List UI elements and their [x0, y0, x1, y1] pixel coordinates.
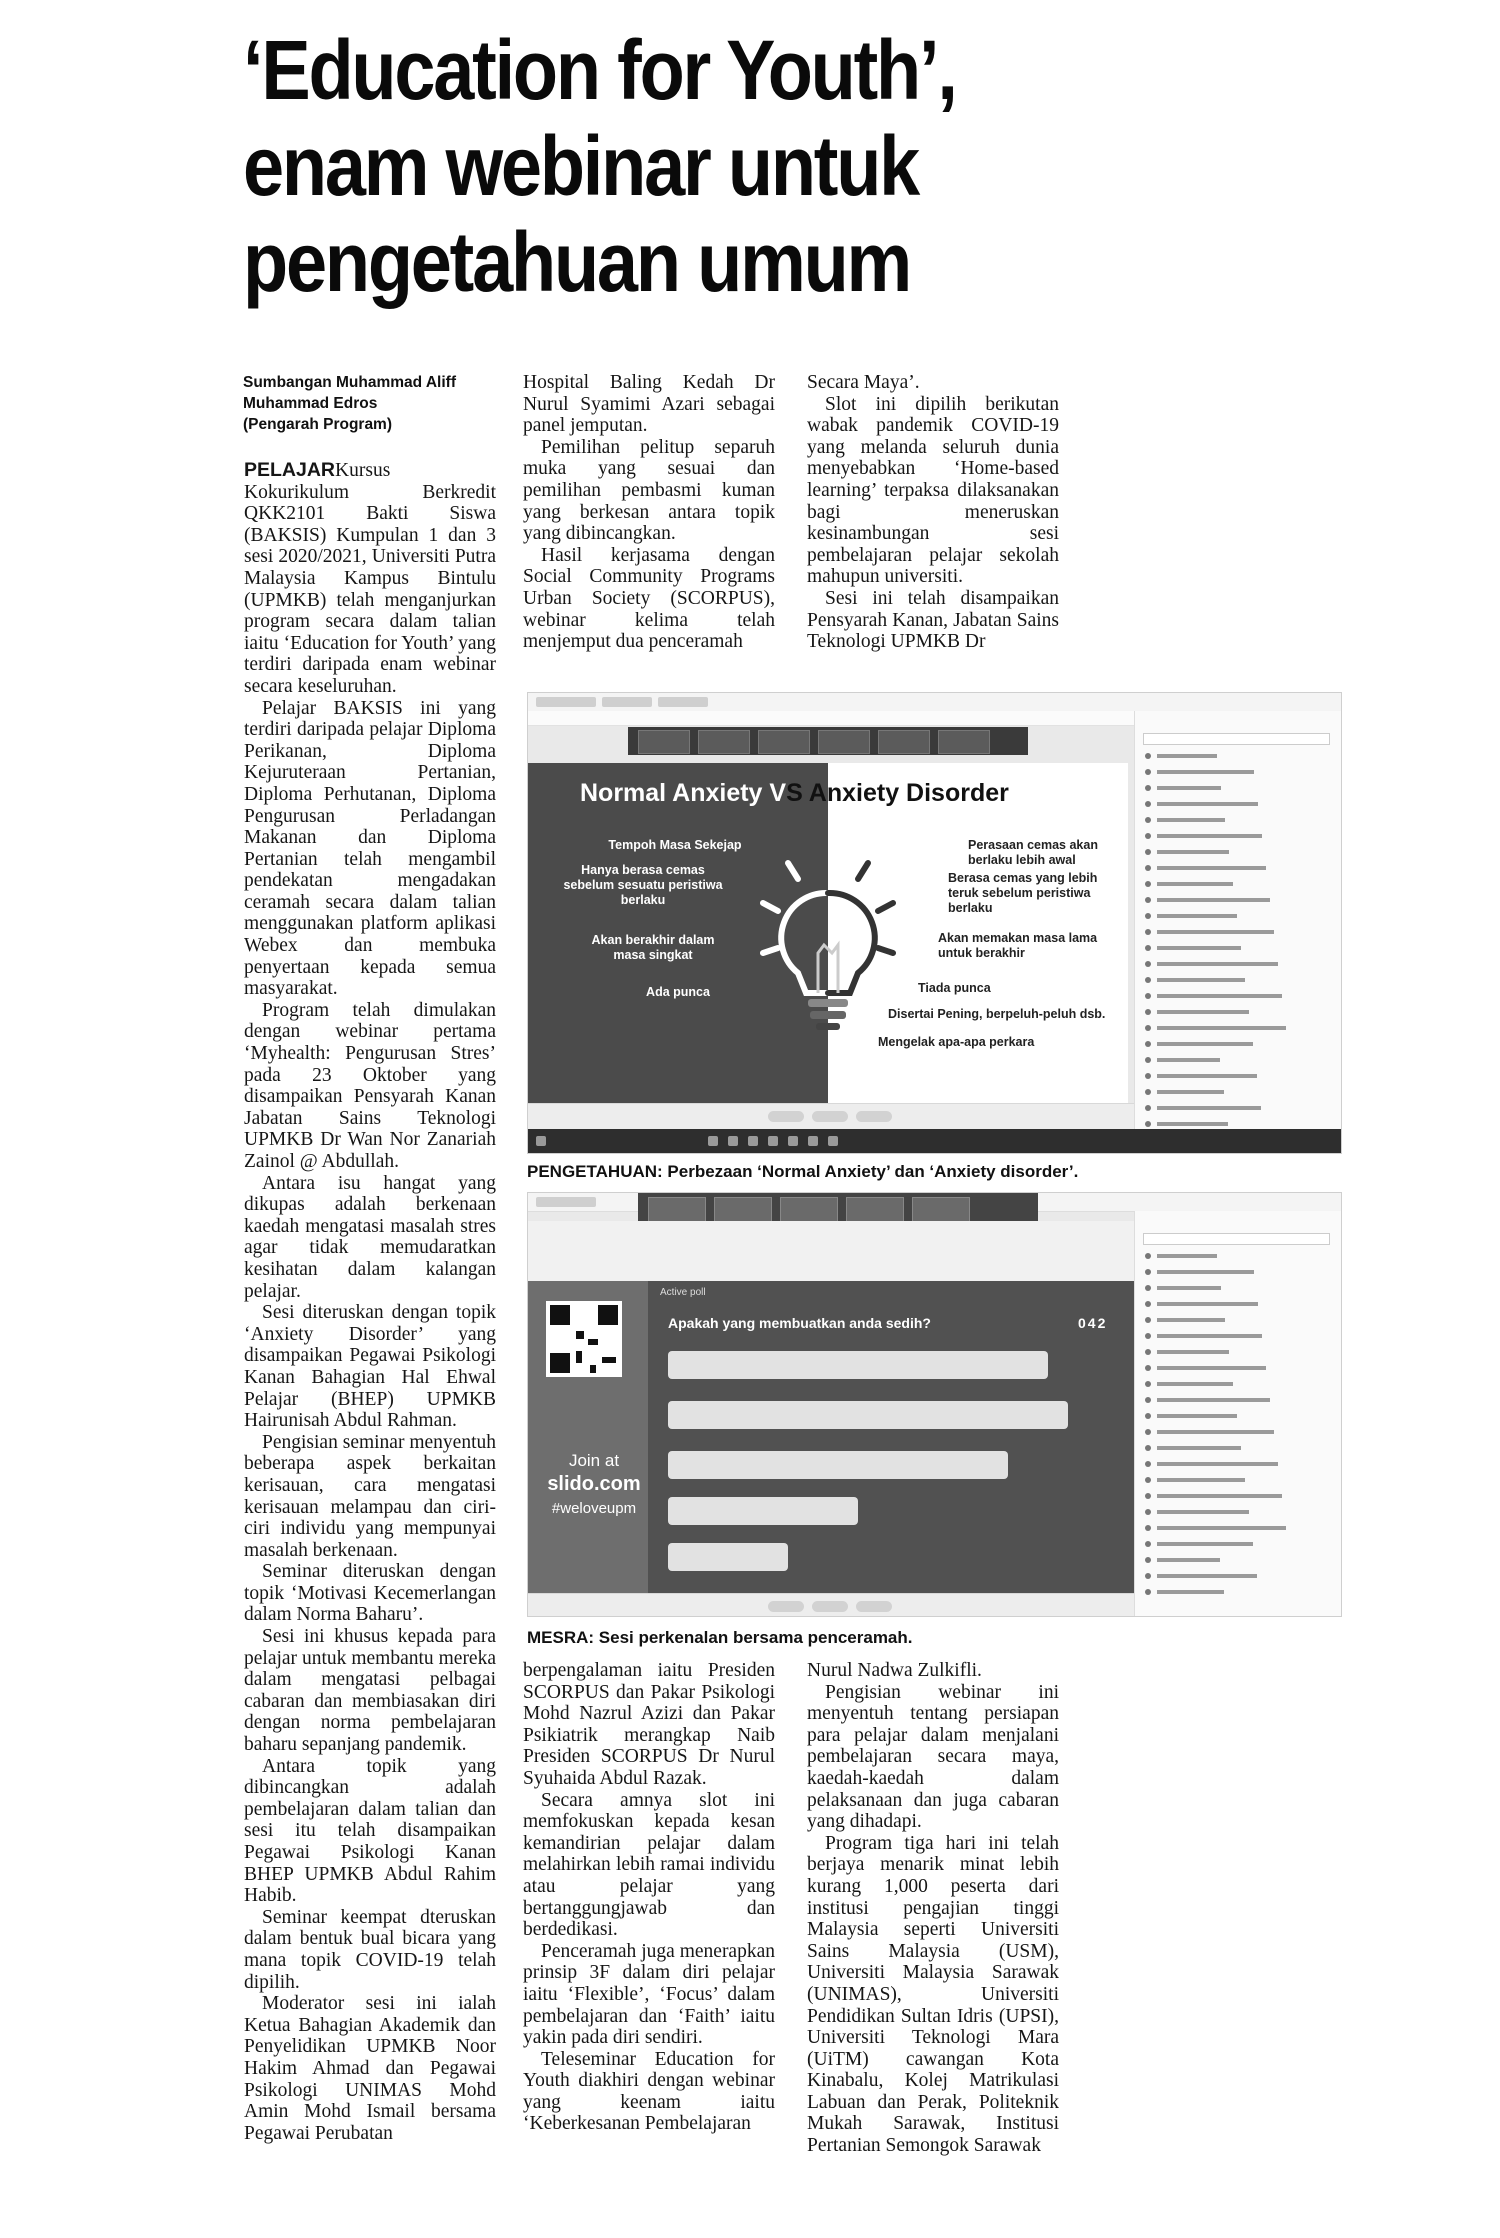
participant-name-placeholder	[1157, 1302, 1258, 1306]
article-paragraph: Secara Maya’.	[807, 372, 920, 393]
avatar	[1145, 1461, 1151, 1467]
avatar	[1145, 1429, 1151, 1435]
article-paragraph: Pengisian webinar ini menyentuh tentang persiapan para pelajar dalam menjalani pembelajaran secara maya, kaedah-kaedah dalam pelaksanaan dan juga cabaran yang dihadapi.	[807, 1681, 1059, 1833]
participant-name-placeholder	[1157, 1398, 1270, 1402]
figure-2-caption: MESRA: Sesi perkenalan bersama penceramah.	[527, 1628, 913, 1647]
participant-name-placeholder	[1157, 1590, 1224, 1594]
avatar	[1145, 785, 1151, 791]
avatar	[1145, 961, 1151, 967]
participant-name-placeholder	[1157, 1526, 1286, 1530]
avatar	[1145, 865, 1151, 871]
avatar	[1145, 1041, 1151, 1047]
participant-name-placeholder	[1157, 1042, 1253, 1046]
lightbulb-icon	[758, 853, 898, 1043]
participant-name-placeholder	[1157, 1414, 1237, 1418]
avatar	[1145, 753, 1151, 759]
article-paragraph: berpengalaman iaitu Presiden SCORPUS dan Pakar Psikologi Mohd Nazrul Azizi dan Pakar Psikiatrik merangkap Naib Presiden SCORPUS Dr Nurul Syuhaida Abdul Razak.	[523, 1660, 775, 1789]
slide-point: Akan berakhir dalam masa singkat	[591, 933, 715, 962]
participant-name-placeholder	[1157, 1558, 1220, 1562]
article-column-1	[244, 460, 496, 2225]
participant-name-placeholder	[1157, 1574, 1257, 1578]
participant-name-placeholder	[1157, 1058, 1220, 1062]
avatar	[1145, 929, 1151, 935]
participant-name-placeholder	[1157, 930, 1274, 934]
byline-line-1: Sumbangan Muhammad Aliff	[243, 374, 456, 391]
participant-name-placeholder	[1157, 834, 1262, 838]
headline	[243, 22, 973, 310]
avatar	[1145, 849, 1151, 855]
participant-name-placeholder	[1157, 1334, 1262, 1338]
window-tab	[536, 1197, 596, 1207]
avatar	[1145, 1317, 1151, 1323]
participant-name-placeholder	[1157, 1366, 1266, 1370]
participant-name-placeholder	[1157, 802, 1258, 806]
video-thumbnail	[938, 730, 990, 754]
taskbar-icon[interactable]	[828, 1136, 838, 1146]
participant-name-placeholder	[1157, 882, 1233, 886]
headline-line-1: ‘Education for Youth’,	[243, 23, 956, 117]
article-paragraph: Penceramah juga menerapkan prinsip 3F dalam diri pelajar iaitu ‘Flexible’, ‘Focus’ dalam pembelajaran dan ‘Faith’ iaitu yakin pada diri sendiri.	[523, 1940, 775, 2049]
article-paragraph: PELAJARKursus Kokurikulum Berkredit QKK2101 Bakti Siswa (BAKSIS) Kumpulan 1 dan 3 sesi 2020/2021, Universiti Putra Malaysia Kampus Bintulu (UPMKB) telah menganjurkan program secara dalam talian iaitu ‘Education for Youth’ yang terdiri daripada enam webinar secara keseluruhan.	[244, 460, 496, 697]
participant-name-placeholder	[1157, 818, 1225, 822]
slide-point: Ada punca	[646, 985, 710, 999]
avatar	[1145, 897, 1151, 903]
participant-name-placeholder	[1157, 1286, 1221, 1290]
avatar	[1145, 1397, 1151, 1403]
headline-line-2: enam webinar untuk	[243, 119, 919, 213]
avatar	[1145, 1025, 1151, 1031]
video-button[interactable]	[812, 1601, 848, 1612]
avatar	[1145, 1105, 1151, 1111]
article-paragraph: Pengisian seminar menyentuh beberapa aspek berkaitan kerisauan, cara mengatasi kerisauan melampau dan ciri-ciri individu yang mempunyai masalah berkenaan.	[244, 1431, 496, 1561]
slide-point: Perasaan cemas akan berlaku lebih awal	[968, 838, 1098, 867]
avatar	[1145, 1509, 1151, 1515]
article-column-2-bottom	[523, 1660, 775, 2230]
poll-question: Apakah yang membuatkan anda sedih?	[668, 1315, 931, 1331]
article-paragraph: Nurul Nadwa Zulkifli.	[807, 1660, 982, 1681]
meeting-controls	[528, 1593, 1134, 1617]
article-paragraph: Slot ini dipilih berikutan wabak pandemik COVID-19 yang melanda seluruh dunia menyebabkan ‘Home-based learning’ terpaksa dilaksanakan bagi meneruskan kesinambungan sesi pembelajaran pelajar sekolah mahupun universiti.	[807, 393, 1059, 588]
avatar	[1145, 1121, 1151, 1127]
video-thumbnail	[638, 730, 690, 754]
avatar	[1145, 1493, 1151, 1499]
participant-name-placeholder	[1157, 1090, 1224, 1094]
participant-name-placeholder	[1157, 978, 1245, 982]
participant-name-placeholder	[1157, 1122, 1228, 1126]
avatar	[1145, 1573, 1151, 1579]
avatar	[1145, 833, 1151, 839]
poll-response	[668, 1497, 858, 1525]
avatar	[1145, 1365, 1151, 1371]
participant-name-placeholder	[1157, 1026, 1286, 1030]
participant-name-placeholder	[1157, 1462, 1278, 1466]
article-column-3-bottom	[807, 1660, 1059, 2230]
participant-name-placeholder	[1157, 1010, 1249, 1014]
article-paragraph: Hospital Baling Kedah Dr Nurul Syamimi Azari sebagai panel jemputan.	[523, 372, 775, 437]
participant-name-placeholder	[1157, 1382, 1233, 1386]
avatar	[1145, 1477, 1151, 1483]
article-paragraph: Moderator sesi ini ialah Ketua Bahagian Akademik dan Penyelidikan UPMKB Noor Hakim Ahmad dan Pegawai Psikologi UNIMAS Mohd Amin Mohd Ismail bersama Pegawai Perubatan	[244, 1993, 496, 2144]
mute-button[interactable]	[768, 1601, 804, 1612]
avatar	[1145, 1253, 1151, 1259]
participant-name-placeholder	[1157, 1270, 1254, 1274]
participant-name-placeholder	[1157, 1318, 1225, 1322]
avatar	[1145, 913, 1151, 919]
participant-name-placeholder	[1157, 1446, 1241, 1450]
video-thumbnail	[818, 730, 870, 754]
taskbar-icon[interactable]	[808, 1136, 818, 1146]
participant-name-placeholder	[1157, 1478, 1245, 1482]
taskbar-icon[interactable]	[768, 1136, 778, 1146]
participant-name-placeholder	[1157, 786, 1221, 790]
participant-name-placeholder	[1157, 1494, 1282, 1498]
slide-point: Akan memakan masa lama untuk berakhir	[938, 931, 1098, 960]
avatar	[1145, 1285, 1151, 1291]
participant-name-placeholder	[1157, 770, 1254, 774]
slido-join-panel	[528, 1281, 648, 1601]
avatar	[1145, 1269, 1151, 1275]
article-paragraph: Pelajar BAKSIS ini yang terdiri daripada pelajar Diploma Perikanan, Diploma Kejuruteraan Pertanian, Diploma Perhutanan, Diploma Pengurusan Perladangan Makanan dan Diploma Pertanian telah mengambil pendekatan mengadakan ceramah secara dalam talian menggunakan platform aplikasi Webex dan membuka penyertaan kepada semua masyarakat.	[244, 697, 496, 1000]
poll-response	[668, 1451, 1008, 1479]
avatar	[1145, 1349, 1151, 1355]
slide-point: Berasa cemas yang lebih teruk sebelum peristiwa berlaku	[948, 871, 1098, 915]
article-paragraph: Sesi ini khusus kepada para pelajar untuk membantu mereka dalam mengatasi pelbagai cabaran dan membiasakan diri dengan norma pembelajaran baharu sepanjang pandemik.	[244, 1626, 496, 1756]
window-title-bar	[528, 693, 1341, 712]
headline-line-3: pengetahuan umum	[243, 215, 911, 309]
poll-header: Active poll	[660, 1287, 706, 1298]
article-paragraph: Seminar diteruskan dengan topik ‘Motivasi Kecemerlangan dalam Norma Baharu’.	[244, 1561, 496, 1626]
slido-join-text: Join at slido.com #weloveupm	[547, 1451, 641, 1517]
avatar	[1145, 881, 1151, 887]
webinar-screenshot-poll	[527, 1192, 1342, 1617]
slide-point: Disertai Pening, berpeluh-peluh dsb.	[888, 1007, 1106, 1021]
article-column-2-top	[523, 372, 775, 662]
byline-line-2: Muhammad Edros	[243, 395, 378, 412]
avatar	[1145, 1089, 1151, 1095]
article-paragraph: Seminar keempat dteruskan dalam bentuk bual bicara yang mana topik COVID-19 telah dipilih.	[244, 1906, 496, 1993]
participant-name-placeholder	[1157, 962, 1278, 966]
participant-name-placeholder	[1157, 898, 1270, 902]
avatar	[1145, 945, 1151, 951]
mute-button[interactable]	[768, 1111, 804, 1122]
participant-name-placeholder	[1157, 1510, 1249, 1514]
avatar	[1145, 977, 1151, 983]
article-paragraph: Antara isu hangat yang dikupas adalah berkenaan kaedah mengatasi masalah stres agar tidak memudaratkan kesihatan dalam kalangan pelajar.	[244, 1172, 496, 1302]
share-button[interactable]	[856, 1601, 892, 1612]
article-paragraph: Sesi ini telah disampaikan Pensyarah Kanan, Jabatan Sains Teknologi UPMKB Dr	[807, 587, 1059, 653]
article-column-3-top	[807, 372, 1059, 662]
article-paragraph: Pemilihan pelitup separuh muka yang sesuai dan pemilihan pembasmi kuman yang berkesan antara topik yang dibincangkan.	[523, 436, 775, 545]
video-thumbnail	[758, 730, 810, 754]
avatar	[1145, 1557, 1151, 1563]
qr-code-icon	[546, 1301, 622, 1377]
window-tab	[602, 697, 652, 707]
webinar-screenshot-anxiety	[527, 692, 1342, 1154]
participant-search	[1143, 1233, 1330, 1245]
avatar	[1145, 801, 1151, 807]
slide-title: Normal Anxiety VS Anxiety Disorder	[580, 779, 1009, 807]
participant-name-placeholder	[1157, 1254, 1217, 1258]
lead-word: PELAJAR	[244, 460, 336, 481]
slido-poll-screen	[528, 1281, 1134, 1601]
slide-point: Hanya berasa cemas sebelum sesuatu peristiwa berlaku	[563, 863, 723, 907]
article-paragraph: Program tiga hari ini telah berjaya menarik minat lebih kurang 1,000 peserta dari institusi pengajian tinggi Malaysia seperti Universiti Sains Malaysia (USM), Universiti Malaysia Sarawak (UNIMAS), Universiti Pendidikan Sultan Idris (UPSI), Universiti Teknologi Mara (UiTM) cawangan Kota Kinabalu, Kolej Matrikulasi Labuan dan Perak, Politeknik Mukah Sarawak, Institusi Pertanian Semongok Sarawak	[807, 1832, 1059, 2157]
article-paragraph: Hasil kerjasama dengan Social Community Programs Urban Society (SCORPUS), webinar kelima telah menjemput dua penceramah	[523, 544, 775, 653]
avatar	[1145, 1333, 1151, 1339]
participant-name-placeholder	[1157, 946, 1241, 950]
browser-chrome	[528, 1221, 1134, 1282]
video-thumbnail	[878, 730, 930, 754]
article-paragraph: Antara topik yang dibincangkan adalah pembelajaran dalam talian dan sesi itu telah disampaikan Pegawai Psikologi Kanan BHEP UPMKB Abdul Rahim Habib.	[244, 1755, 496, 1907]
figure-1-caption: PENGETAHUAN: Perbezaan ‘Normal Anxiety’ dan ‘Anxiety disorder’.	[527, 1162, 1079, 1181]
participants-panel	[1134, 1211, 1342, 1617]
participant-name-placeholder	[1157, 914, 1237, 918]
participant-name-placeholder	[1157, 754, 1217, 758]
avatar	[1145, 817, 1151, 823]
share-button[interactable]	[856, 1111, 892, 1122]
article-paragraph: Teleseminar Education for Youth diakhiri dengan webinar yang keenam iaitu ‘Keberkesanan Pembelajaran	[523, 2048, 775, 2135]
article-paragraph: Program telah dimulakan dengan webinar pertama ‘Myhealth: Pengurusan Stres’ pada 23 Oktober yang disampaikan Pensyarah Kanan Jabatan Sains Teknologi UPMKB Dr Wan Nor Zanariah Zainol @ Abdullah.	[244, 999, 496, 1172]
start-icon[interactable]	[536, 1136, 546, 1146]
participants-panel	[1134, 711, 1342, 1153]
avatar	[1145, 769, 1151, 775]
avatar	[1145, 1589, 1151, 1595]
slide-point: Tempoh Masa Sekejap	[608, 838, 742, 852]
taskbar-icon[interactable]	[728, 1136, 738, 1146]
video-button[interactable]	[812, 1111, 848, 1122]
participant-name-placeholder	[1157, 1542, 1253, 1546]
participant-name-placeholder	[1157, 850, 1229, 854]
video-thumbnail	[698, 730, 750, 754]
slide-point: Tiada punca	[918, 981, 991, 995]
participant-name-placeholder	[1157, 1074, 1257, 1078]
byline-line-3: (Pengarah Program)	[243, 416, 393, 433]
os-taskbar	[528, 1129, 1341, 1153]
avatar	[1145, 1525, 1151, 1531]
taskbar-icon[interactable]	[708, 1136, 718, 1146]
avatar	[1145, 1541, 1151, 1547]
taskbar-icon[interactable]	[748, 1136, 758, 1146]
avatar	[1145, 1009, 1151, 1015]
participant-name-placeholder	[1157, 1350, 1229, 1354]
participant-name-placeholder	[1157, 994, 1282, 998]
taskbar-icon[interactable]	[788, 1136, 798, 1146]
article-paragraph: Sesi diteruskan dengan topik ‘Anxiety Disorder’ yang disampaikan Pegawai Psikologi Kanan Bahagian Hal Ehwal Pelajar (BHEP) UPMKB Hairunisah Abdul Rahman.	[244, 1302, 496, 1432]
article-paragraph: Secara amnya slot ini memfokuskan kepada kesan kemandirian pelajar dalam melahirkan lebih ramai individu atau pelajar yang bertanggungjawab dan berdedikasi.	[523, 1789, 775, 1941]
avatar	[1145, 1073, 1151, 1079]
participant-search	[1143, 733, 1330, 745]
avatar	[1145, 1301, 1151, 1307]
meeting-controls	[528, 1103, 1134, 1130]
avatar	[1145, 1413, 1151, 1419]
avatar	[1145, 1445, 1151, 1451]
poll-response	[668, 1401, 1068, 1429]
participant-name-placeholder	[1157, 866, 1266, 870]
avatar	[1145, 1381, 1151, 1387]
poll-response	[668, 1543, 788, 1571]
participant-name-placeholder	[1157, 1106, 1261, 1110]
presentation-slide	[528, 763, 1128, 1103]
window-tab	[658, 697, 708, 707]
avatar	[1145, 1057, 1151, 1063]
video-thumbnails	[628, 727, 1028, 755]
slide-point: Mengelak apa-apa perkara	[878, 1035, 1035, 1049]
window-tab	[536, 697, 596, 707]
poll-response-count: 042	[1078, 1315, 1108, 1331]
avatar	[1145, 993, 1151, 999]
participant-name-placeholder	[1157, 1430, 1274, 1434]
poll-response	[668, 1351, 1048, 1379]
byline	[243, 372, 493, 435]
